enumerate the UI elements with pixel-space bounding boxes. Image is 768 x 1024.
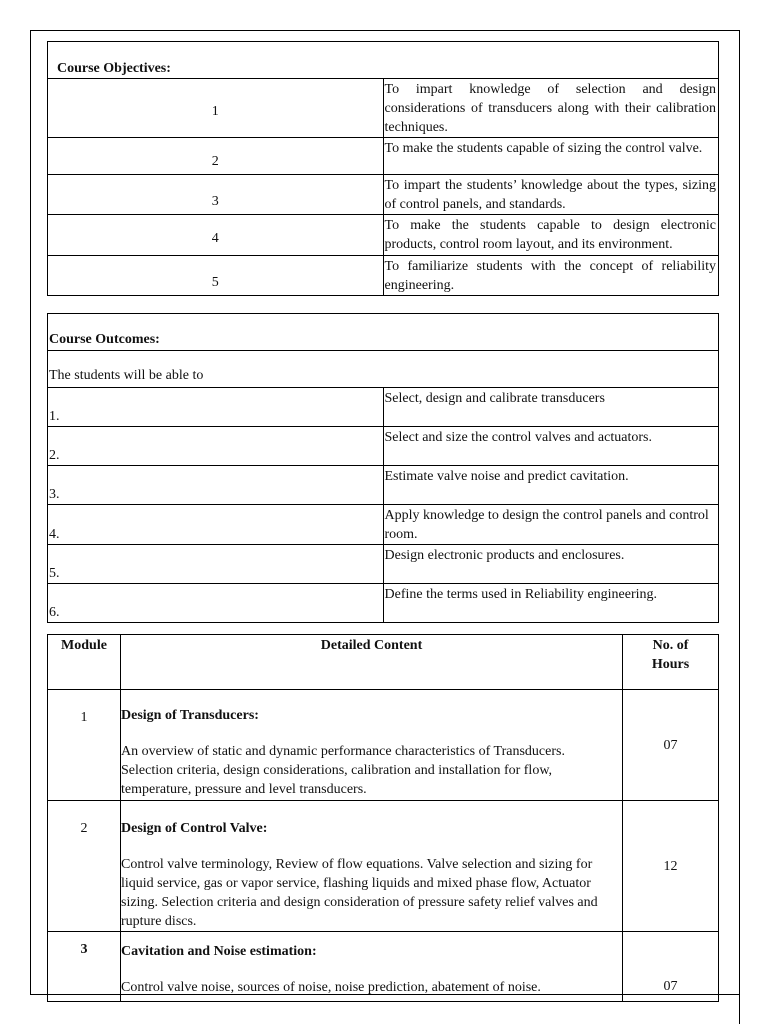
outcomes-heading: Course Outcomes: <box>48 314 719 351</box>
outcome-text: Apply knowledge to design the control panels and control room. <box>383 505 719 545</box>
objective-number: 5 <box>48 256 384 296</box>
objective-text: To familiarize students with the concept of reliability engineering. <box>383 256 719 296</box>
outcome-row <box>48 545 719 584</box>
page-border-top <box>30 30 740 31</box>
outcomes-heading-row <box>48 314 719 351</box>
module-description: Control valve terminology, Review of flow equations. Valve selection and sizing for liquid service, gas or vapor service, flashing liquids and mixed phase flow, Actuator sizing. Selection criteria and design consideration of pressure safety relief valves and rupture discs. <box>121 857 598 929</box>
outcome-text: Estimate valve noise and predict cavitation. <box>383 466 719 505</box>
objective-row <box>48 175 719 215</box>
course-objectives-table <box>47 41 719 296</box>
outcome-row <box>48 584 719 623</box>
outcome-number: 4. <box>48 505 384 545</box>
objectives-heading: Course Objectives: <box>48 42 719 79</box>
module-hours: 07 <box>623 690 719 801</box>
outcome-text: Design electronic products and enclosures. <box>383 545 719 584</box>
outcome-text: Select and size the control valves and actuators. <box>383 427 719 466</box>
outcome-number: 6. <box>48 584 384 623</box>
outcomes-intro: The students will be able to <box>48 351 719 388</box>
objective-text: To make the students capable to design electronic products, control room layout, and its environment. <box>383 215 719 256</box>
objective-row <box>48 256 719 296</box>
module-title: Design of Control Valve: <box>121 821 268 836</box>
outcome-text: Define the terms used in Reliability engineering. <box>383 584 719 623</box>
module-content <box>121 932 623 1002</box>
outcome-number: 3. <box>48 466 384 505</box>
outcome-number: 1. <box>48 388 384 427</box>
module-description: Control valve noise, sources of noise, noise prediction, abatement of noise. <box>121 980 541 995</box>
objective-number: 4 <box>48 215 384 256</box>
outcome-row <box>48 427 719 466</box>
hours-column-header <box>623 635 719 690</box>
page-border-right <box>739 30 740 1024</box>
outcome-row <box>48 466 719 505</box>
objective-row <box>48 215 719 256</box>
objective-row <box>48 138 719 175</box>
objective-text: To impart knowledge of selection and design considerations of transducers along with their calibration techniques. <box>383 79 719 138</box>
outcomes-intro-row <box>48 351 719 388</box>
hours-header-line2: Hours <box>651 657 690 672</box>
module-row <box>48 932 719 1002</box>
modules-table <box>47 634 719 1002</box>
module-content <box>121 801 623 932</box>
objective-row <box>48 79 719 138</box>
modules-header-row <box>48 635 719 690</box>
outcome-row <box>48 388 719 427</box>
module-hours: 12 <box>623 801 719 932</box>
module-title: Design of Transducers: <box>121 708 259 723</box>
content-column-header: Detailed Content <box>121 635 623 690</box>
hours-header-line1: No. of <box>652 638 689 653</box>
page-border-left <box>30 30 31 995</box>
module-content <box>121 690 623 801</box>
objective-text: To make the students capable of sizing the control valve. <box>383 138 719 175</box>
module-number: 3 <box>48 932 121 1002</box>
objective-number: 2 <box>48 138 384 175</box>
outcome-number: 5. <box>48 545 384 584</box>
course-outcomes-table <box>47 313 719 623</box>
module-number: 1 <box>48 690 121 801</box>
module-column-header: Module <box>48 635 121 690</box>
objective-number: 3 <box>48 175 384 215</box>
outcome-text: Select, design and calibrate transducers <box>383 388 719 427</box>
module-row <box>48 690 719 801</box>
objective-text: To impart the students’ knowledge about the types, sizing of control panels, and standards. <box>383 175 719 215</box>
module-row <box>48 801 719 932</box>
outcome-number: 2. <box>48 427 384 466</box>
objective-number: 1 <box>48 79 384 138</box>
module-number: 2 <box>48 801 121 932</box>
module-description: An overview of static and dynamic performance characteristics of Transducers. Selection criteria, design considerations, calibration and installation for flow, temperature, pressure and level transducers. <box>121 744 565 797</box>
module-hours: 07 <box>623 932 719 1002</box>
outcome-row <box>48 505 719 545</box>
objectives-heading-row <box>48 42 719 79</box>
module-title: Cavitation and Noise estimation: <box>121 944 317 959</box>
